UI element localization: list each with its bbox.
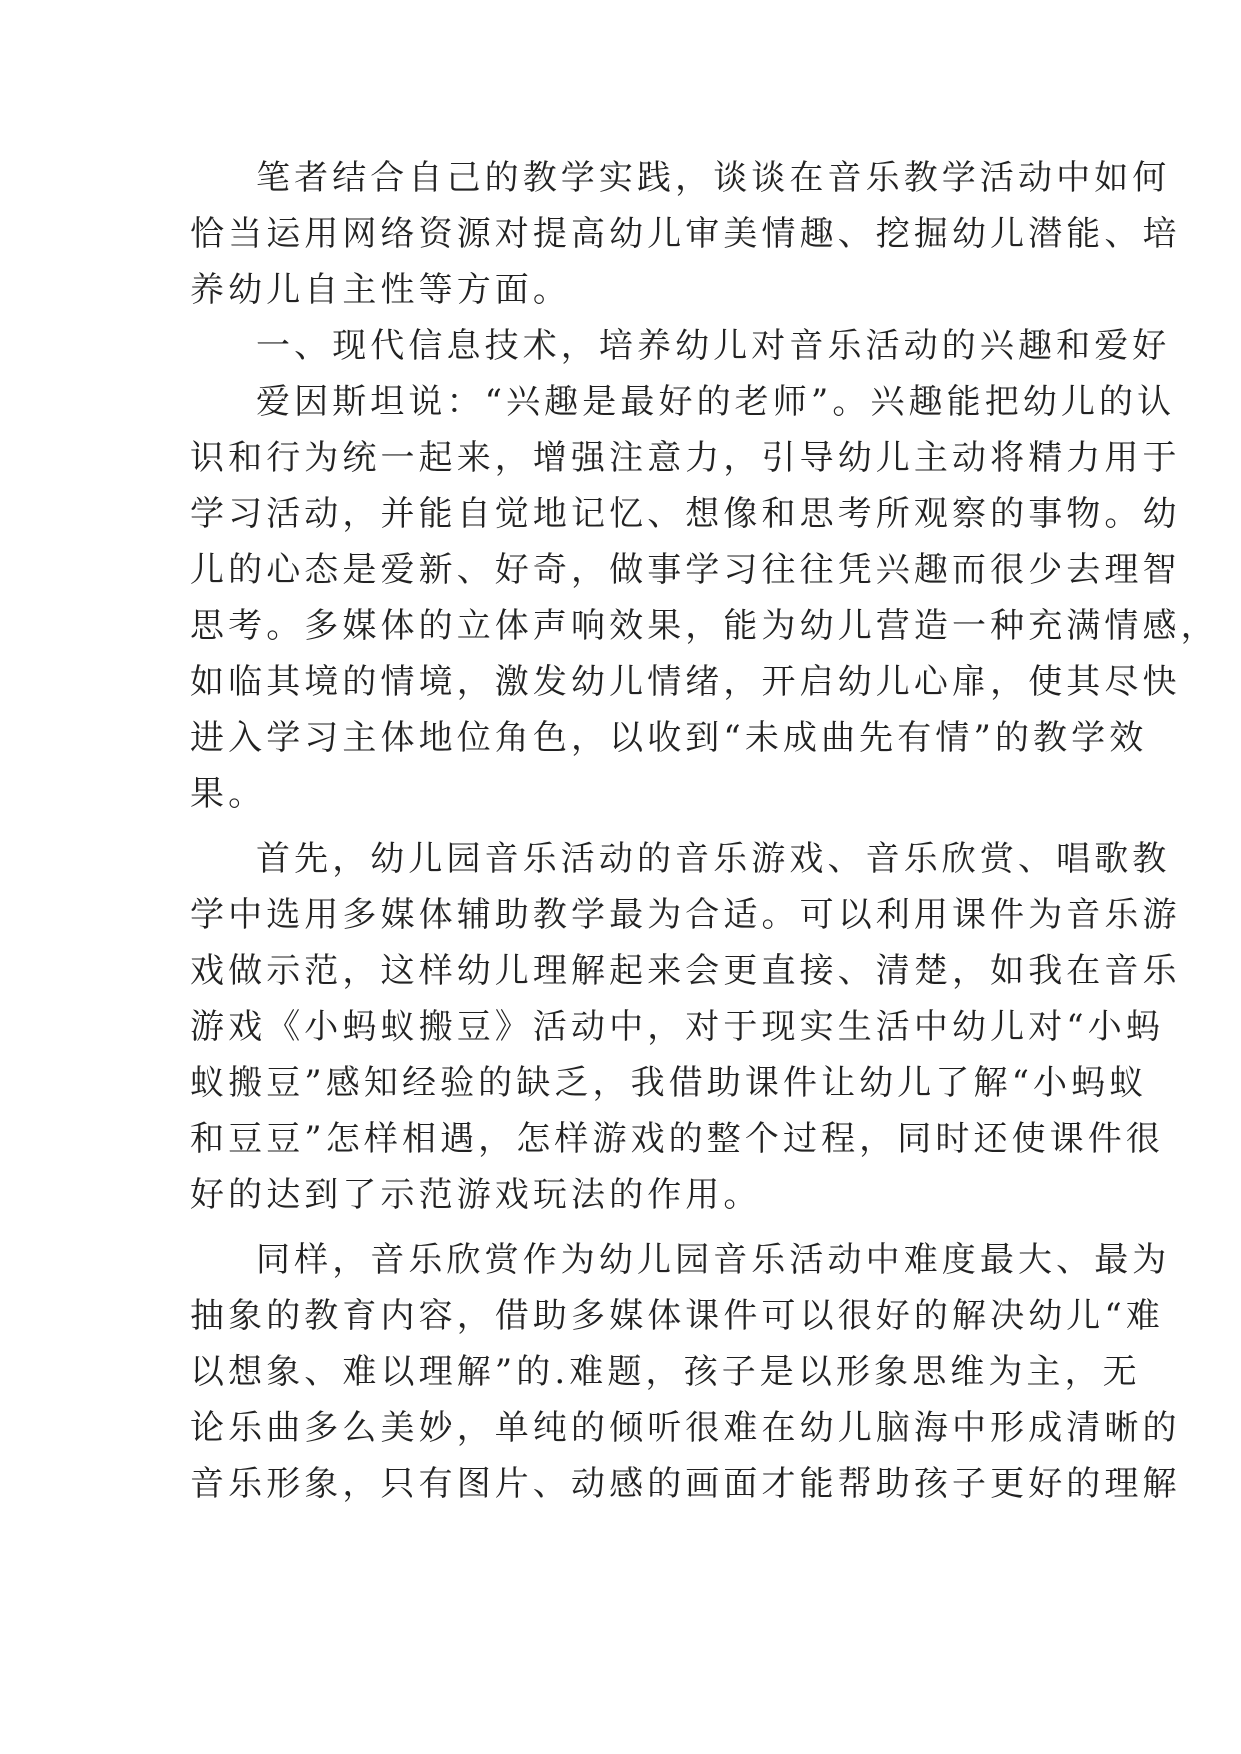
text-line: 学中选用多媒体辅助教学最为合适。可以利用课件为音乐游 (190, 895, 1181, 935)
text-line: 思考。多媒体的立体声响效果，能为幼儿营造一种充满情感， (190, 606, 1219, 646)
text-line: 抽象的教育内容，借助多媒体课件可以很好的解决幼儿“难 (190, 1296, 1164, 1336)
section-heading-text: 一、现代信息技术，培养幼儿对音乐活动的兴趣和爱好 (256, 326, 1171, 366)
text-line: 好的达到了示范游戏玩法的作用。 (190, 1175, 762, 1215)
document-body (190, 150, 1219, 1512)
text-line: 学习活动，并能自觉地记忆、想像和思考所观察的事物。幼 (190, 494, 1181, 534)
text-line: 和豆豆”怎样相遇，怎样游戏的整个过程，同时还使课件很 (190, 1119, 1164, 1159)
text-line: 养幼儿自主性等方面。 (190, 270, 571, 310)
text-line: 爱因斯坦说：“兴趣是最好的老师”。兴趣能把幼儿的认 (256, 382, 1176, 422)
text-line: 儿的心态是爱新、好奇，做事学习往往凭兴趣而很少去理智 (190, 550, 1181, 590)
text-line: 音乐形象，只有图片、动感的画面才能帮助孩子更好的理解 (190, 1464, 1181, 1504)
paragraph-3 (190, 831, 1181, 1223)
paragraph-2 (190, 374, 1219, 822)
text-line: 恰当运用网络资源对提高幼儿审美情趣、挖掘幼儿潜能、培 (190, 214, 1181, 254)
text-line: 笔者结合自己的教学实践，谈谈在音乐教学活动中如何 (256, 158, 1171, 198)
text-line: 果。 (190, 774, 267, 814)
text-line: 识和行为统一起来，增强注意力，引导幼儿主动将精力用于 (190, 438, 1181, 478)
text-line: 首先，幼儿园音乐活动的音乐游戏、音乐欣赏、唱歌教 (256, 839, 1171, 879)
text-line: 以想象、难以理解”的.难题，孩子是以形象思维为主，无 (190, 1352, 1141, 1392)
text-line: 蚁搬豆”感知经验的缺乏，我借助课件让幼儿了解“小蚂蚁 (190, 1063, 1148, 1103)
text-line: 游戏《小蚂蚁搬豆》活动中，对于现实生活中幼儿对“小蚂 (190, 1007, 1164, 1047)
section-heading (190, 318, 1171, 374)
text-line: 同样，音乐欣赏作为幼儿园音乐活动中难度最大、最为 (256, 1240, 1171, 1280)
text-line: 论乐曲多么美妙，单纯的倾听很难在幼儿脑海中形成清晰的 (190, 1408, 1181, 1448)
text-line: 如临其境的情境，激发幼儿情绪，开启幼儿心扉，使其尽快 (190, 662, 1181, 702)
paragraph-4 (190, 1232, 1181, 1512)
text-line: 进入学习主体地位角色，以收到“未成曲先有情”的教学效 (190, 718, 1148, 758)
text-line: 戏做示范，这样幼儿理解起来会更直接、清楚，如我在音乐 (190, 951, 1181, 991)
paragraph-1 (190, 150, 1181, 318)
